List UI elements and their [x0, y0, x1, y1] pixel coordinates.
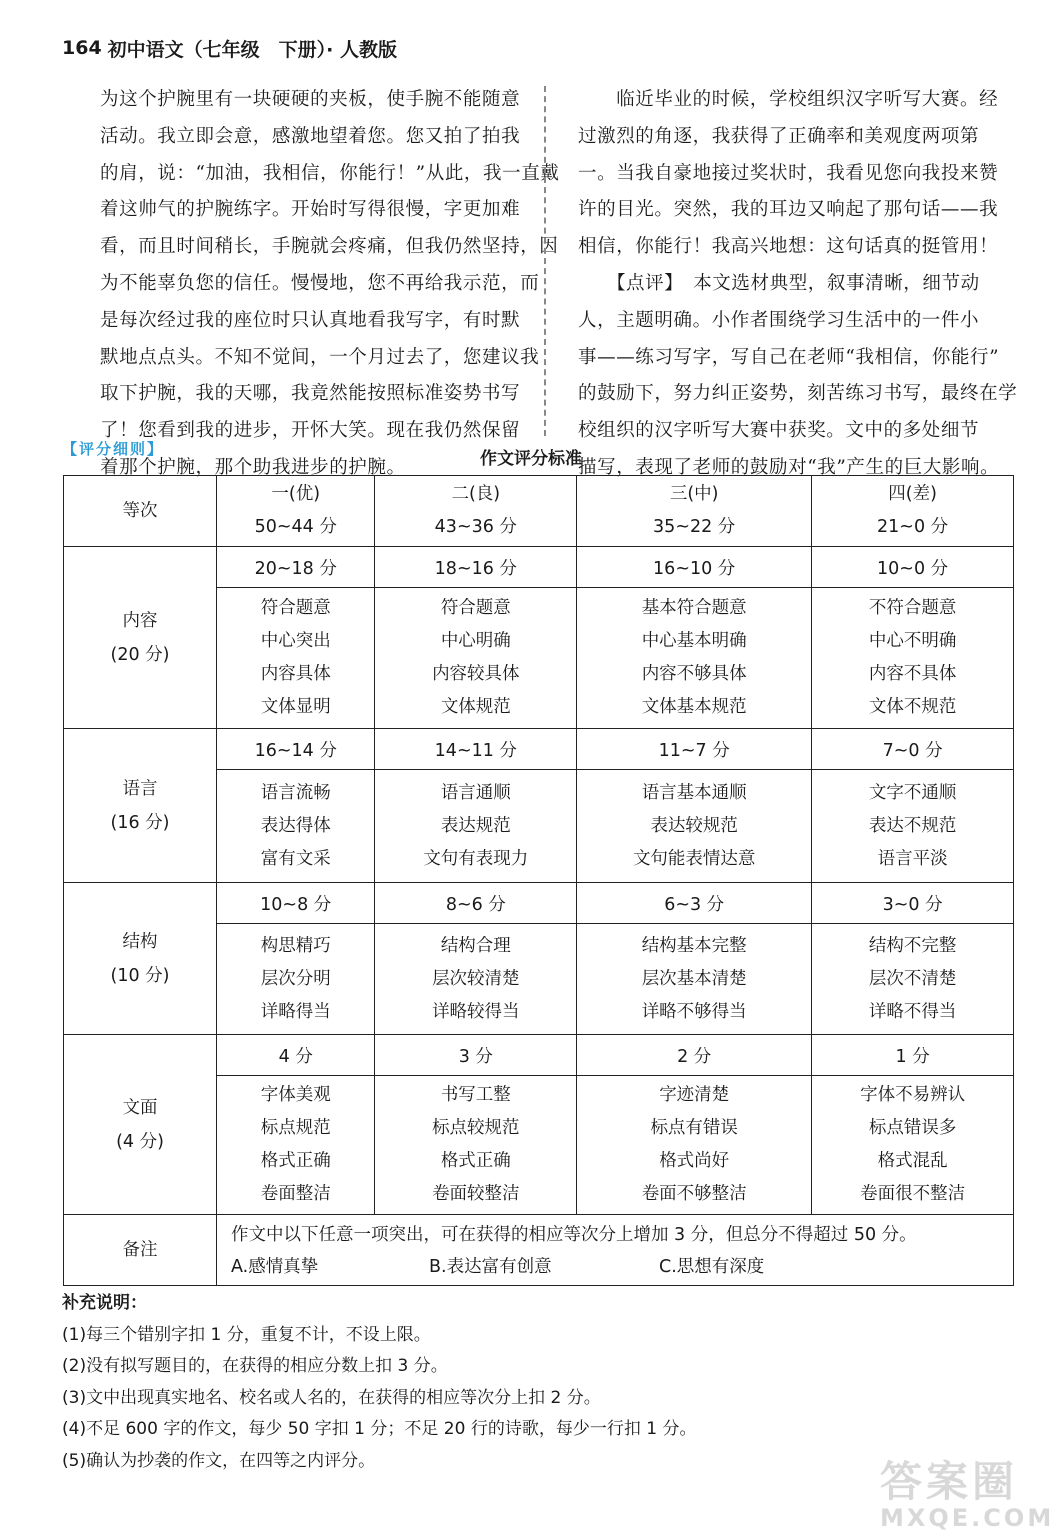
- criterion: 文体规范: [440, 697, 511, 717]
- level-name: 三(中): [669, 484, 719, 504]
- criteria-cell: [812, 588, 1014, 729]
- category-cell: [64, 729, 217, 883]
- essay-line: 取下护腕，我的天哪，我竟然能按照标准姿势书写: [100, 383, 521, 405]
- criteria-cell: [217, 924, 375, 1035]
- criterion: 标点有错误: [650, 1118, 738, 1138]
- commentary-line: 校组织的汉字听写大赛中获奖。文中的多处细节: [578, 420, 980, 442]
- level-name: 四(差): [888, 484, 937, 504]
- criteria-cell: [217, 770, 375, 883]
- criteria-cell: [577, 770, 812, 883]
- notes-option: C.思想有深度: [659, 1257, 765, 1277]
- score-range: 16~14 分: [217, 729, 375, 770]
- level-header: [812, 476, 1014, 547]
- criterion: 标点规范: [260, 1118, 331, 1138]
- criterion: 构思精巧: [260, 935, 331, 956]
- supplement-item: (3)文中出现真实地名、校名或人名的，在获得的相应等次分上扣 2 分。: [62, 1387, 601, 1408]
- criterion: 表达得体: [260, 815, 331, 836]
- essay-line: 着这帅气的护腕练字。开始时写得很慢，字更加难: [100, 199, 521, 221]
- category-points: (10 分): [110, 965, 170, 986]
- essay-line: 许的目光。突然，我的耳边又响起了那句话——我: [578, 199, 999, 221]
- criterion: 层次基本清楚: [641, 968, 747, 989]
- criterion: 书写工整: [440, 1085, 511, 1105]
- category-name: 结构: [122, 931, 158, 952]
- level-label: 等次: [64, 476, 217, 547]
- essay-line: 为不能辜负您的信任。慢慢地，您不再给我示范，而: [100, 272, 540, 294]
- essay-line: 临近毕业的时候，学校组织汉字听写大赛。经: [578, 89, 999, 110]
- score-range: 18~16 分: [375, 547, 577, 588]
- score-range: 3~0 分: [812, 883, 1014, 924]
- score-range: 10~0 分: [812, 547, 1014, 588]
- watermark-small: MXQE.COM: [880, 1504, 1055, 1532]
- criterion: 详略得当: [260, 1001, 331, 1022]
- criterion: 语言流畅: [260, 782, 331, 803]
- criteria-cell: [812, 770, 1014, 883]
- score-range: 14~11 分: [375, 729, 577, 770]
- level-range: 43~36 分: [434, 517, 517, 537]
- criterion: 表达不规范: [868, 815, 957, 836]
- criterion: 卷面很不整洁: [860, 1184, 966, 1204]
- table-row: [64, 547, 1014, 588]
- page-number: 164: [62, 37, 102, 59]
- section-tag: 【评分细则】: [62, 440, 165, 458]
- table-row: [64, 1035, 1014, 1076]
- level-name: 一(优): [271, 484, 321, 504]
- criterion: 中心明确: [440, 631, 511, 651]
- essay-line: 一。当我自豪地接过奖状时，我看见您向我投来赞: [578, 162, 999, 184]
- score-range: 6~3 分: [577, 883, 812, 924]
- criterion: 表达较规范: [650, 815, 738, 836]
- criterion: 不符合题意: [868, 598, 957, 618]
- essay-line: 着那个护腕，那个助我进步的护腕。: [100, 456, 406, 478]
- criterion: 标点较规范: [432, 1118, 520, 1138]
- criteria-cell: [217, 588, 375, 729]
- notes-option: B.表达富有创意: [429, 1257, 552, 1277]
- table-title: 作文评分标准: [480, 449, 582, 469]
- criterion: 详略较得当: [432, 1001, 520, 1022]
- criterion: 内容较具体: [432, 664, 520, 684]
- criteria-cell: [812, 924, 1014, 1035]
- category-cell: [64, 883, 217, 1035]
- essay-line: 了！您看到我的进步，开怀大笑。现在我仍然保留: [100, 420, 521, 442]
- score-range: 4 分: [217, 1035, 375, 1076]
- essay-line: 活动。我立即会意，感激地望着您。您又拍了拍我: [100, 125, 521, 147]
- criterion: 结构合理: [440, 935, 511, 956]
- criterion: 表达规范: [440, 815, 511, 836]
- criteria-cell: [375, 588, 577, 729]
- watermark-big: 答案圈: [880, 1457, 1019, 1506]
- criteria-cell: [577, 1076, 812, 1215]
- criterion: 结构基本完整: [641, 935, 747, 956]
- score-range: 3 分: [375, 1035, 577, 1076]
- book-title: 初中语文（七年级 下册）· 人教版: [107, 38, 398, 61]
- criterion: 中心突出: [260, 631, 331, 651]
- criterion: 结构不完整: [868, 935, 957, 956]
- table-row: [64, 729, 1014, 770]
- notes-text: 作文中以下任意一项突出，可在获得的相应等次分上增加 3 分，但总分不得超过 50 分。: [231, 1225, 917, 1245]
- criterion: 详略不得当: [868, 1001, 957, 1022]
- criterion: 字体美观: [260, 1085, 331, 1105]
- criterion: 文字不通顺: [868, 782, 957, 803]
- table-header-row: [64, 476, 1014, 547]
- supplement-item: (2)没有拟写题目的，在获得的相应分数上扣 3 分。: [62, 1356, 448, 1377]
- level-range: 21~0 分: [877, 517, 949, 537]
- table-row: [64, 1215, 1014, 1286]
- criterion: 详略不够得当: [641, 1001, 747, 1022]
- category-name: 语言: [122, 778, 158, 799]
- criterion: 内容不够具体: [641, 664, 747, 684]
- page-header: [62, 33, 397, 63]
- essay-right-column: [578, 82, 1028, 487]
- criterion: 语言基本通顺: [641, 782, 747, 803]
- essay-line: 的肩，说：“加油，我相信，你能行！”从此，我一直戴: [100, 162, 560, 184]
- criterion: 卷面较整洁: [432, 1184, 520, 1204]
- supplement-item: (1)每三个错别字扣 1 分，重复不计，不设上限。: [62, 1324, 431, 1345]
- column-divider: [544, 86, 546, 436]
- watermark-logo: [880, 1457, 1055, 1532]
- criterion: 文句能表情达意: [632, 848, 756, 869]
- criterion: 层次分明: [260, 968, 331, 989]
- essay-line: 相信，你能行！我高兴地想：这句话真的挺管用！: [578, 236, 999, 258]
- criterion: 层次不清楚: [868, 968, 957, 989]
- notes-cell: [217, 1215, 1014, 1286]
- criterion: 格式正确: [440, 1151, 511, 1171]
- score-range: 10~8 分: [217, 883, 375, 924]
- criterion: 富有文采: [260, 848, 331, 869]
- criterion: 字体不易辨认: [860, 1085, 966, 1105]
- criterion: 语言通顺: [440, 782, 511, 803]
- criterion: 文体显明: [260, 697, 331, 717]
- criterion: 文句有表现力: [423, 848, 529, 869]
- category-points: (20 分): [110, 644, 170, 665]
- level-name: 二(良): [451, 484, 501, 504]
- level-range: 50~44 分: [254, 517, 337, 537]
- criteria-cell: [375, 1076, 577, 1215]
- score-range: 1 分: [812, 1035, 1014, 1076]
- criterion: 文体不规范: [868, 697, 957, 717]
- notes-option: A.感情真挚: [231, 1257, 319, 1277]
- supplement-item: (4)不足 600 字的作文，每少 50 字扣 1 分；不足 20 行的诗歌，每少一行扣 1 分。: [62, 1419, 697, 1440]
- criterion: 卷面不够整洁: [641, 1184, 747, 1204]
- essay-line: 看，而且时间稍长，手腕就会疼痛，但我仍然坚持，因: [100, 236, 559, 258]
- criterion: 格式尚好: [659, 1151, 730, 1171]
- criterion: 中心基本明确: [641, 631, 747, 651]
- essay-line: 默地点点头。不知不觉间，一个月过去了，您建议我: [100, 346, 540, 368]
- table-row: [64, 883, 1014, 924]
- level-range: 35~22 分: [653, 517, 736, 537]
- criterion: 标点错误多: [868, 1118, 957, 1138]
- criteria-cell: [217, 1076, 375, 1215]
- rubric-table: [63, 475, 1014, 1286]
- score-range: 8~6 分: [375, 883, 577, 924]
- supplement-title: 补充说明：: [62, 1293, 147, 1313]
- criterion: 语言平淡: [877, 848, 948, 869]
- score-range: 16~10 分: [577, 547, 812, 588]
- criterion: 文体基本规范: [641, 697, 747, 717]
- commentary-line: 描写，表现了老师的鼓励对“我”产生的巨大影响。: [578, 456, 1000, 478]
- criterion: 卷面整洁: [260, 1184, 331, 1204]
- category-name: 文面: [122, 1097, 158, 1118]
- category-cell: [64, 1035, 217, 1215]
- score-range: 20~18 分: [217, 547, 375, 588]
- criterion: 基本符合题意: [641, 598, 747, 618]
- commentary-line: 事——练习写字，写自己在老师“我相信，你能行”: [578, 346, 1000, 368]
- category-points: (16 分): [110, 812, 170, 833]
- criteria-cell: [577, 588, 812, 729]
- criterion: 内容不具体: [868, 664, 957, 684]
- score-range: 11~7 分: [577, 729, 812, 770]
- notes-label: 备注: [64, 1215, 217, 1286]
- commentary-line: 【点评】 本文选材典型，叙事清晰，细节动: [578, 272, 980, 294]
- supplement-item: (5)确认为抄袭的作文，在四等之内评分。: [62, 1450, 376, 1471]
- criterion: 层次较清楚: [432, 968, 520, 989]
- level-header: [577, 476, 812, 547]
- score-range: 2 分: [577, 1035, 812, 1076]
- criterion: 字迹清楚: [659, 1085, 730, 1105]
- essay-line: 为这个护腕里有一块硬硬的夹板，使手腕不能随意: [100, 89, 521, 110]
- notes-options: [231, 1252, 1013, 1282]
- criterion: 格式混乱: [877, 1151, 948, 1171]
- criterion: 格式正确: [260, 1151, 331, 1171]
- score-range: 7~0 分: [812, 729, 1014, 770]
- criteria-cell: [375, 770, 577, 883]
- supplementary-notes: [62, 1288, 696, 1478]
- commentary-line: 人，主题明确。小作者围绕学习生活中的一件小: [578, 309, 980, 331]
- criteria-cell: [375, 924, 577, 1035]
- commentary-line: 的鼓励下，努力纠正姿势，刻苦练习书写，最终在学: [578, 383, 1018, 405]
- category-name: 内容: [122, 610, 158, 631]
- level-header: [375, 476, 577, 547]
- essay-line: 是每次经过我的座位时只认真地看我写字，有时默: [100, 309, 521, 331]
- criteria-cell: [577, 924, 812, 1035]
- category-cell: [64, 547, 217, 729]
- criterion: 内容具体: [260, 664, 331, 684]
- criteria-cell: [812, 1076, 1014, 1215]
- category-points: (4 分): [116, 1131, 164, 1152]
- criterion: 符合题意: [440, 598, 511, 618]
- essay-line: 过激烈的角逐，我获得了正确率和美观度两项第: [578, 125, 980, 147]
- criterion: 符合题意: [260, 598, 331, 618]
- level-header: [217, 476, 375, 547]
- criterion: 中心不明确: [868, 631, 957, 651]
